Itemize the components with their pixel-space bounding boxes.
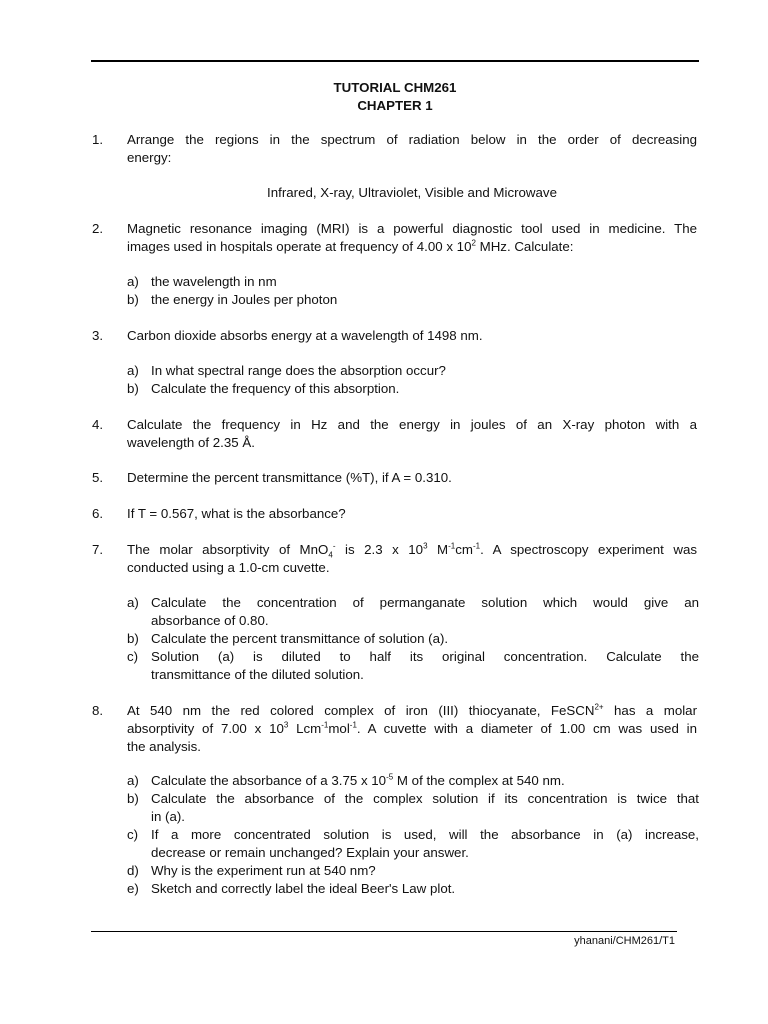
top-rule — [91, 60, 699, 62]
question-number: 7. — [92, 542, 104, 557]
question-text: Calculate the frequency in Hz and the energy in joules of an X-ray photon with a wavelength of 2.35 Å. — [127, 417, 697, 450]
document-page: TUTORIAL CHM261 CHAPTER 1 1. Arrange the regions in the spectrum of radiation below in the order of decreasing energy: Infrared, X-ray, Ultraviolet, Visible and Microwave 2. Magnetic resonance imaging (MRI) is a powerful diagnostic tool used in medicine. The images used in hospitals operate at frequency of 4.00 x $10^2$ MHz. Calculate: a) the wavelength in nm b) the energy in Joules per photon 3. Carbon dioxide absorbs energy at a wavelength of 1498 nm. a) In what spectral range does the absorption occur? b) Calculate the frequency of this absorption. 4. Calculate the frequency in Hz and the energy in joules of an X-ray photon with a wavelength of 2.35 Å. 5. Determine the percent transmittance (%T), if A = 0.310. 6. If T = 0.567, what is the absorbance? 7. The molar absorptivity of MnO$_4$- is 2.3 x $10^3$ $M^{-1}cm^{-1}$. A spectroscopy experiment was conducted using a 1.0-cm cuvette. a) Calculate the concentration of permanganate solution which would give an absorbance of 0.80. b) Calculate the percent transmittance of solution (a). c) Solution (a) is diluted to half its original concentration. Calculate the transmittance of the diluted solution. 8. At 540 nm the red colored complex of iron (III) thiocyanate, FeSCN$^{2+}$ has a molar absorptivity of 7.00 x $10^3$ Lcm$^{-1}$mol$^{-1}$. A cuvette with a diameter of 1.00 cm was used in the analysis. a) Calculate the absorbance of a 3.75 x $10^{-5}$ M of the complex at 540 nm. b) Calculate the absorbance of the complex solution if its concentration is twice that in (a). c) If a more concentrated solution is used, will the absorbance in (a) increase, decrease or remain unchanged? Explain your answer. d) Why is the experiment run at 540 nm? e) Sketch and correctly label the ideal Beer's Law plot. yhanani/CHM261/T1 — [0, 0, 768, 1024]
question-text: Arrange the regions in the spectrum of radiation below in the order of decreasing energy: — [127, 132, 697, 165]
question-number: 3. — [92, 328, 104, 343]
document-title — [91, 79, 699, 115]
bottom-rule — [91, 931, 677, 932]
footer-reference: yhanani/CHM261/T1 — [574, 935, 675, 947]
question-number: 8. — [92, 703, 104, 718]
question-number: 5. — [92, 470, 104, 485]
question-text: If T = 0.567, what is the absorbance? — [127, 506, 346, 521]
question-text: Determine the percent transmittance (%T), if A = 0.310. — [127, 470, 452, 485]
question-number: 6. — [92, 506, 104, 521]
question-number: 4. — [92, 417, 104, 432]
question-number: 1. — [92, 132, 104, 147]
radiation-list: Infrared, X-ray, Ultraviolet, Visible and Microwave — [267, 185, 557, 200]
title-line-1: TUTORIAL CHM261 — [333, 80, 457, 95]
question-text: Carbon dioxide absorbs energy at a wavelength of 1498 nm. — [127, 328, 483, 343]
title-line-2: CHAPTER 1 — [357, 98, 433, 113]
question-text: At 540 nm the red colored complex of iron (III) thiocyanate, FeSCN$^{2+}$ has a molar absorptivity of 7.00 x $10^3$ Lcm$^{-1}$mol$^{-1}$. A cuvette with a diameter of 1.00 cm was used in the analysis. — [127, 702, 697, 754]
question-text: The molar absorptivity of MnO$_4$- is 2.3 x $10^3$ $M^{-1}cm^{-1}$. A spectroscopy experiment was conducted using a 1.0-cm cuvette. — [127, 541, 697, 575]
question-text: Magnetic resonance imaging (MRI) is a powerful diagnostic tool used in medicine. The images used in hospitals operate at frequency of 4.00 x $10^2$ MHz. Calculate: — [127, 221, 697, 254]
question-number: 2. — [92, 221, 104, 236]
